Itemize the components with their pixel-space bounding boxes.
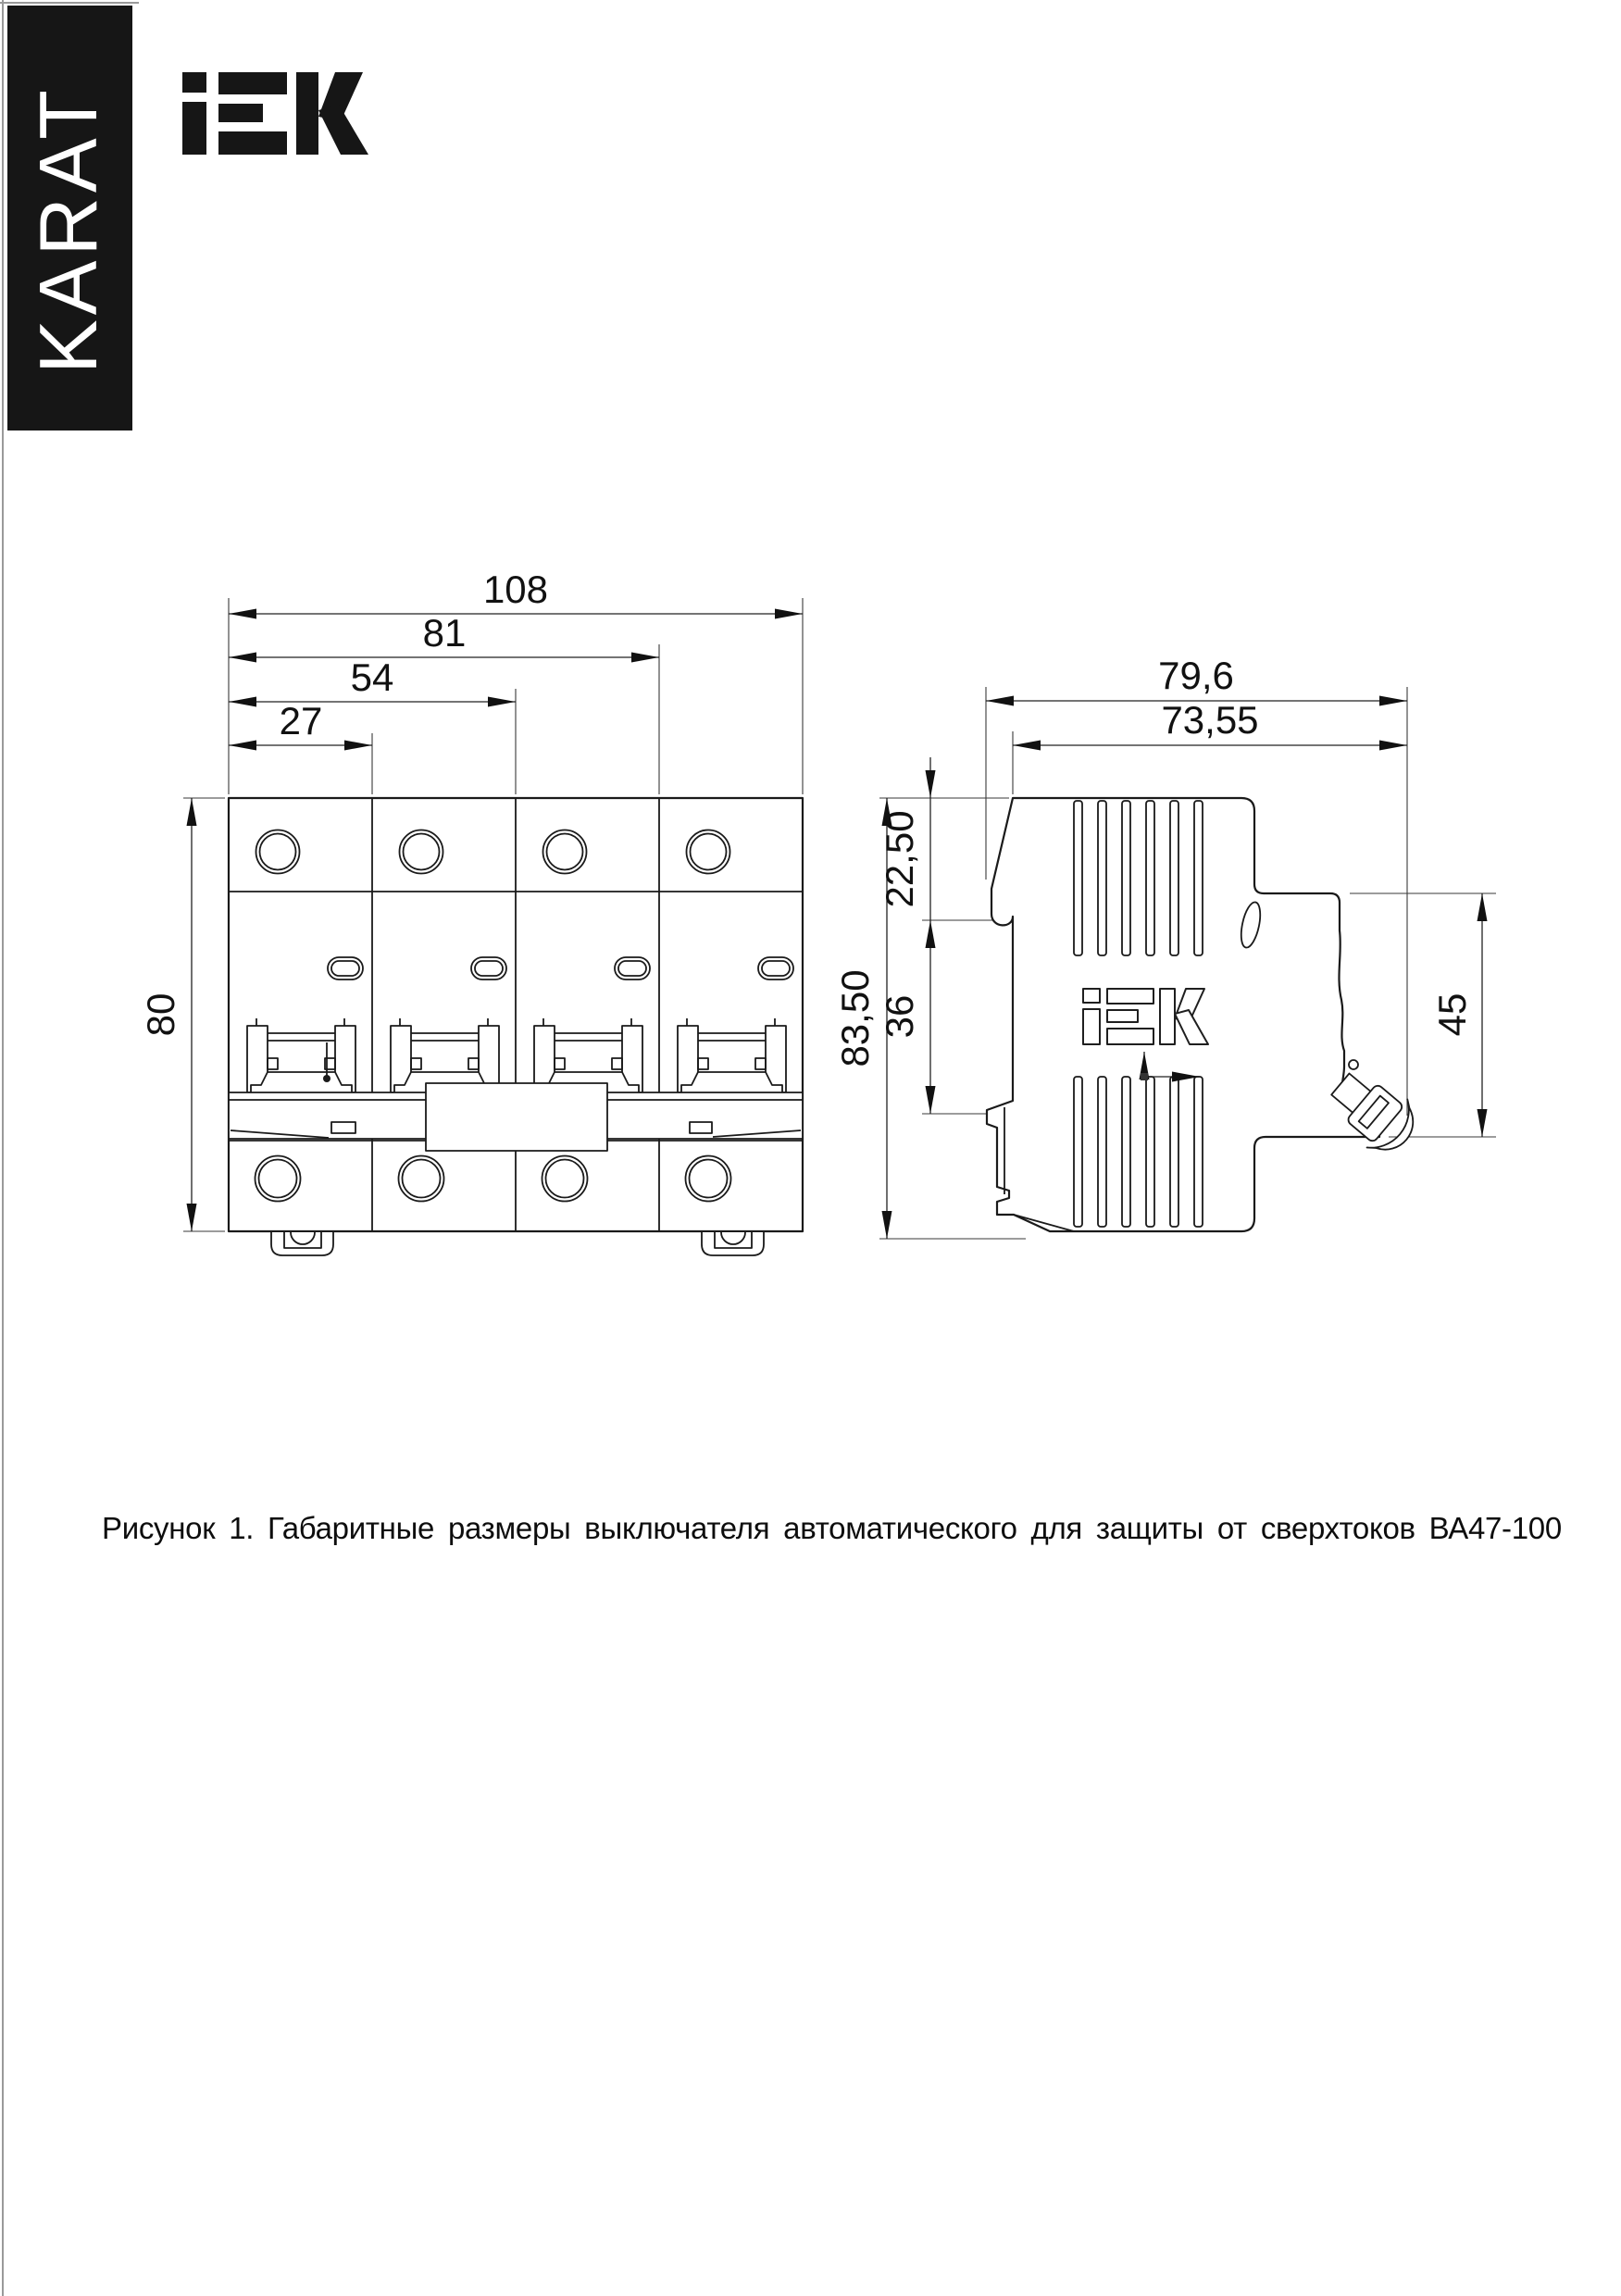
dim-label-81: 81: [422, 611, 467, 655]
karat-banner: [7, 6, 132, 430]
figure-caption: Рисунок 1. Габаритные размеры выключателя автоматического для защиты от сверхтоков ВА47-100: [102, 1511, 1562, 1545]
padlock-plate: [426, 1083, 607, 1151]
dim-label-83-50: 83,50: [833, 969, 877, 1067]
iek-logo-e-mid-bar: [218, 104, 263, 122]
dim-label-80: 80: [139, 992, 182, 1037]
dim-label-73-55: 73,55: [1161, 698, 1259, 742]
iek-logo: [182, 72, 368, 155]
dim-label-36: 36: [878, 994, 921, 1039]
dim-label-27: 27: [279, 699, 323, 742]
side-view: [833, 654, 1496, 1239]
terminal-pin-hole: [1349, 1060, 1358, 1069]
iek-logo-i-body: [182, 102, 206, 155]
front-view: [139, 568, 803, 1255]
dim-label-54: 54: [350, 655, 394, 699]
dim-label-45: 45: [1430, 992, 1474, 1037]
dim-label-22-50: 22,50: [878, 810, 921, 908]
din-rail-clips: [271, 1232, 764, 1255]
karat-banner-label: KARAT: [22, 85, 114, 374]
iek-logo-i-dot: [182, 72, 206, 93]
iek-logo-e-bottom-bar: [218, 131, 287, 155]
dim-label-79-6: 79,6: [1158, 654, 1234, 697]
dim-label-108: 108: [482, 568, 549, 611]
front-breaker-body: [229, 798, 803, 1255]
iek-logo-k-spine: [296, 72, 318, 155]
iek-logo-e-top-bar: [218, 72, 287, 94]
